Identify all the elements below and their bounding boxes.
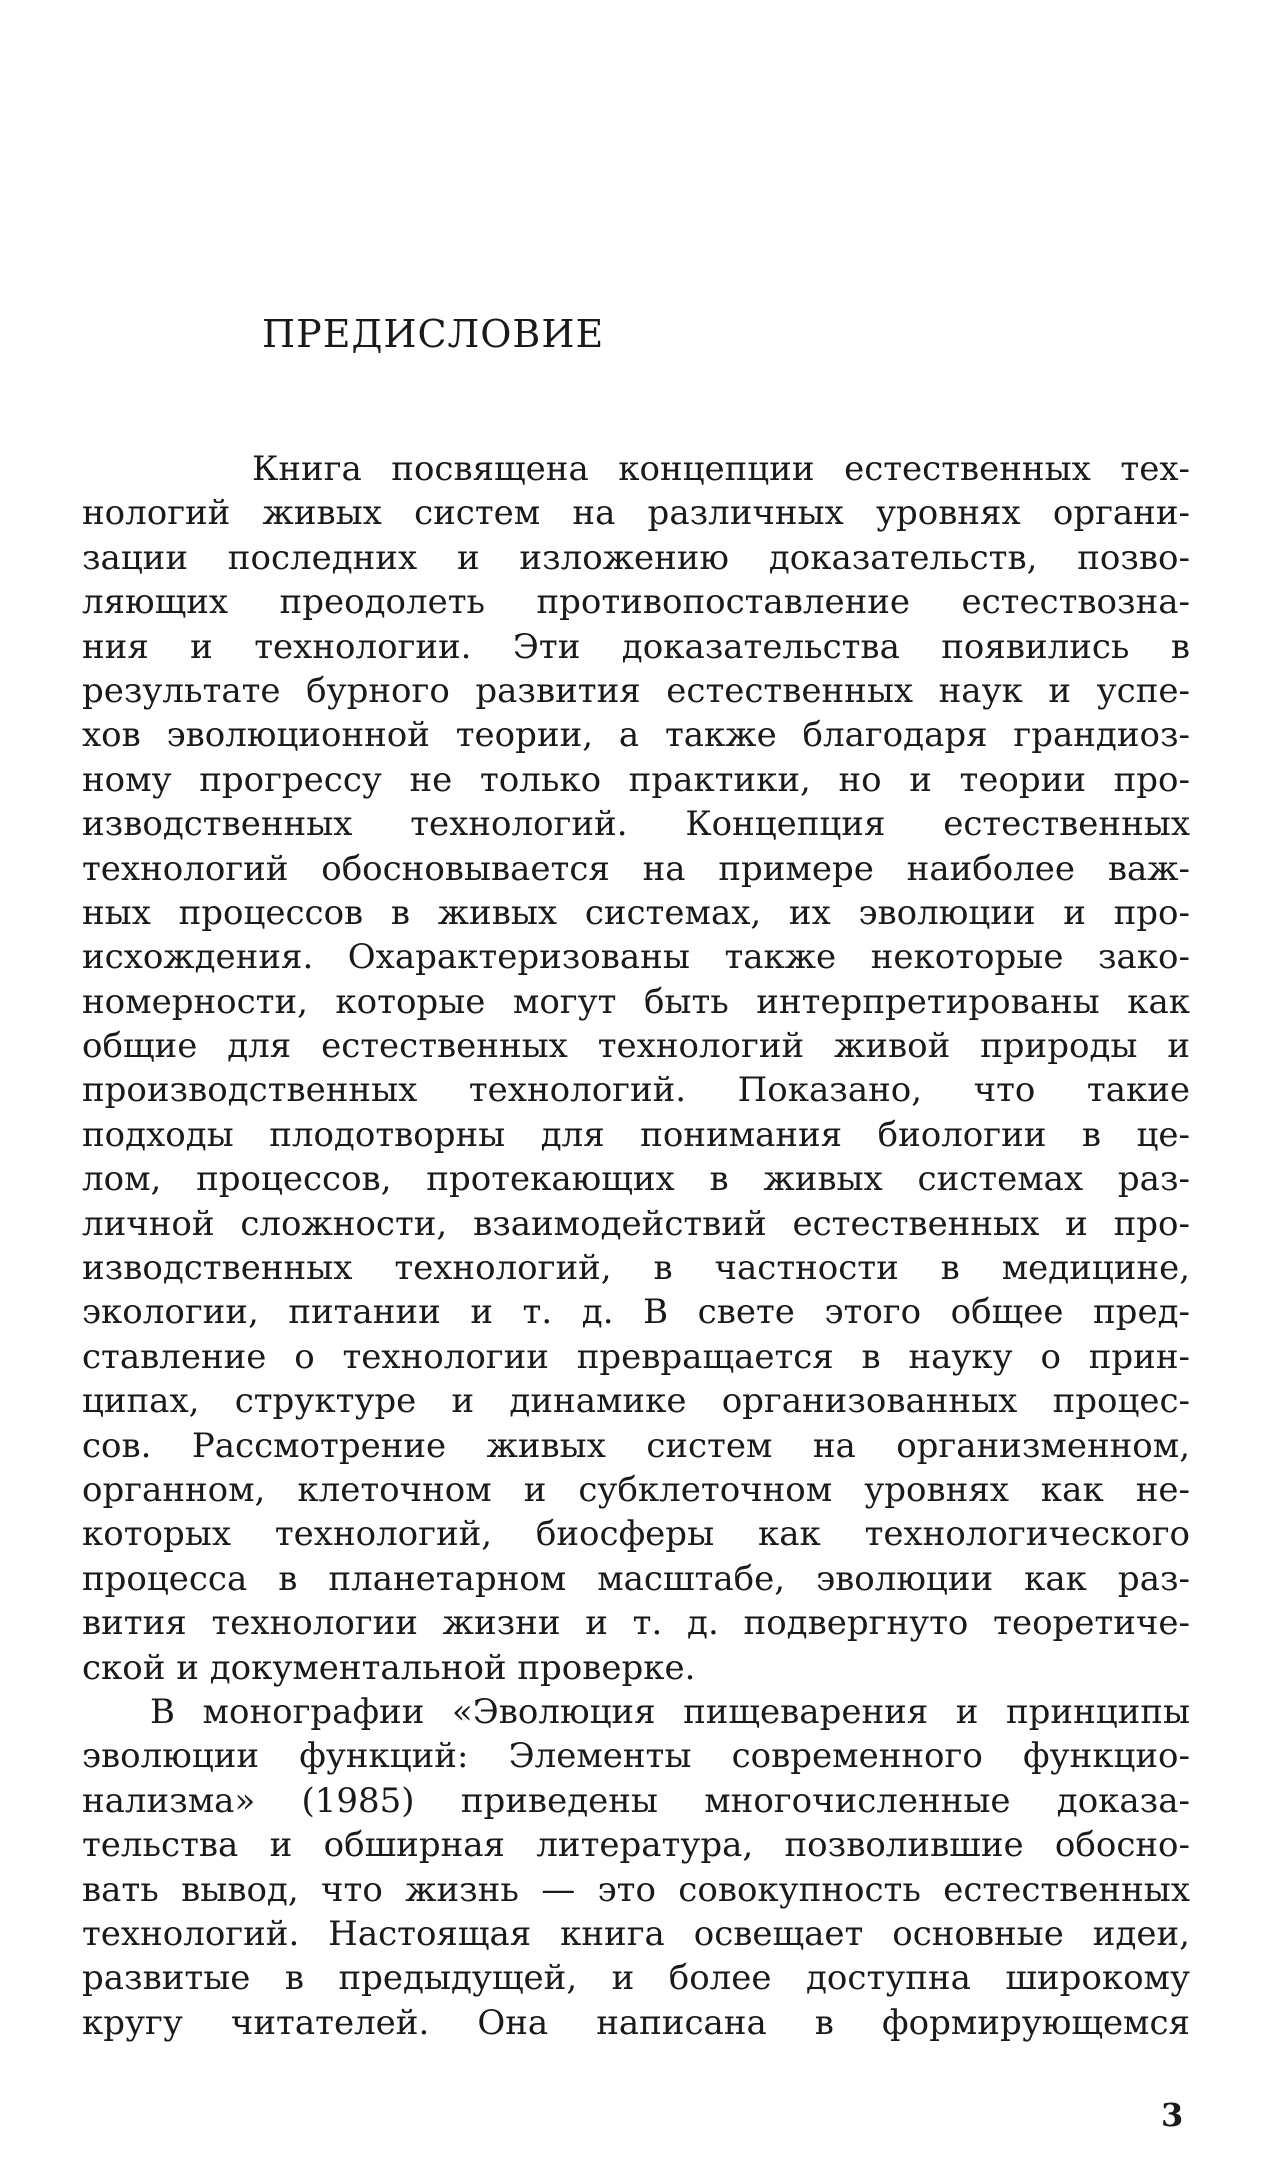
text-line: производственных технологий. Показано, что такие — [82, 1070, 1190, 1111]
text-line: вать вывод, что жизнь — это совокупность естественных — [82, 1869, 1190, 1910]
text-line: экологии, питании и т. д. В свете этого общее пред- — [82, 1292, 1190, 1333]
text-line: результате бурного развития естественных наук и успе- — [82, 670, 1190, 711]
text-line: развитые в предыдущей, и более доступна широкому — [82, 1958, 1190, 1999]
text-line: нологий живых систем на различных уровнях органи- — [82, 493, 1190, 534]
text-line: общие для естественных технологий живой природы и — [82, 1026, 1190, 1067]
text-line: подходы плодотворны для понимания биологии в це- — [82, 1114, 1190, 1155]
text-line: ных процессов в живых системах, их эволюции и про- — [82, 892, 1190, 933]
text-line: изводственных технологий. Концепция естественных — [82, 804, 1190, 845]
text-line: хов эволюционной теории, а также благодаря грандиоз- — [82, 715, 1190, 756]
text-line: номерности, которые могут быть интерпретированы как — [82, 981, 1190, 1022]
text-line: нализма» (1985) приведены многочисленные доказа- — [82, 1780, 1190, 1821]
text-line: исхождения. Охарактеризованы также некоторые зако- — [82, 937, 1190, 978]
text-line: личной сложности, взаимодействий естественных и про- — [82, 1203, 1190, 1244]
text-line: зации последних и изложению доказательств, позво- — [82, 537, 1190, 578]
text-line: лом, процессов, протекающих в живых системах раз- — [82, 1159, 1190, 1200]
text-line: эволюции функций: Элементы современного функцио- — [82, 1736, 1190, 1777]
page-title: ПРЕДИСЛОВИЕ — [262, 312, 605, 356]
text-line: ному прогрессу не только практики, но и теории про- — [82, 759, 1190, 800]
text-line: тельства и обширная литература, позволившие обосно- — [82, 1825, 1190, 1866]
text-line: ляющих преодолеть противопоставление естествозна- — [82, 582, 1190, 623]
text-line: сов. Рассмотрение живых систем на организменном, — [82, 1425, 1190, 1466]
text-line: технологий обосновывается на примере наиболее важ- — [82, 848, 1190, 889]
text-line: технологий. Настоящая книга освещает основные идеи, — [82, 1913, 1190, 1954]
preface-paragraph-1 — [82, 447, 1190, 1690]
text-line: органном, клеточном и субклеточном уровнях как не- — [82, 1469, 1190, 1510]
text-line: процесса в планетарном масштабе, эволюции как раз- — [82, 1558, 1190, 1599]
text-line: изводственных технологий, в частности в медицине, — [82, 1248, 1190, 1289]
text-line: вития технологии жизни и т. д. подвергнуто теоретиче- — [82, 1603, 1190, 1644]
text-line: ставление о технологии превращается в науку о прин- — [82, 1336, 1190, 1377]
text-line: ской и документальной проверке. — [82, 1647, 696, 1688]
page-number: 3 — [1161, 2096, 1184, 2134]
text-line: ния и технологии. Эти доказательства появились в — [82, 626, 1190, 667]
text-line: Книга посвящена концепции естественных тех- — [252, 449, 1190, 489]
text-line: кругу читателей. Она написана в формирующемся — [82, 2002, 1190, 2043]
text-line: ципах, структуре и динамике организованных процес- — [82, 1381, 1190, 1422]
text-line: которых технологий, биосферы как технологического — [82, 1514, 1190, 1555]
preface-paragraph-2 — [82, 1690, 1190, 2045]
text-line: В монографии «Эволюция пищеварения и принципы — [150, 1692, 1190, 1732]
